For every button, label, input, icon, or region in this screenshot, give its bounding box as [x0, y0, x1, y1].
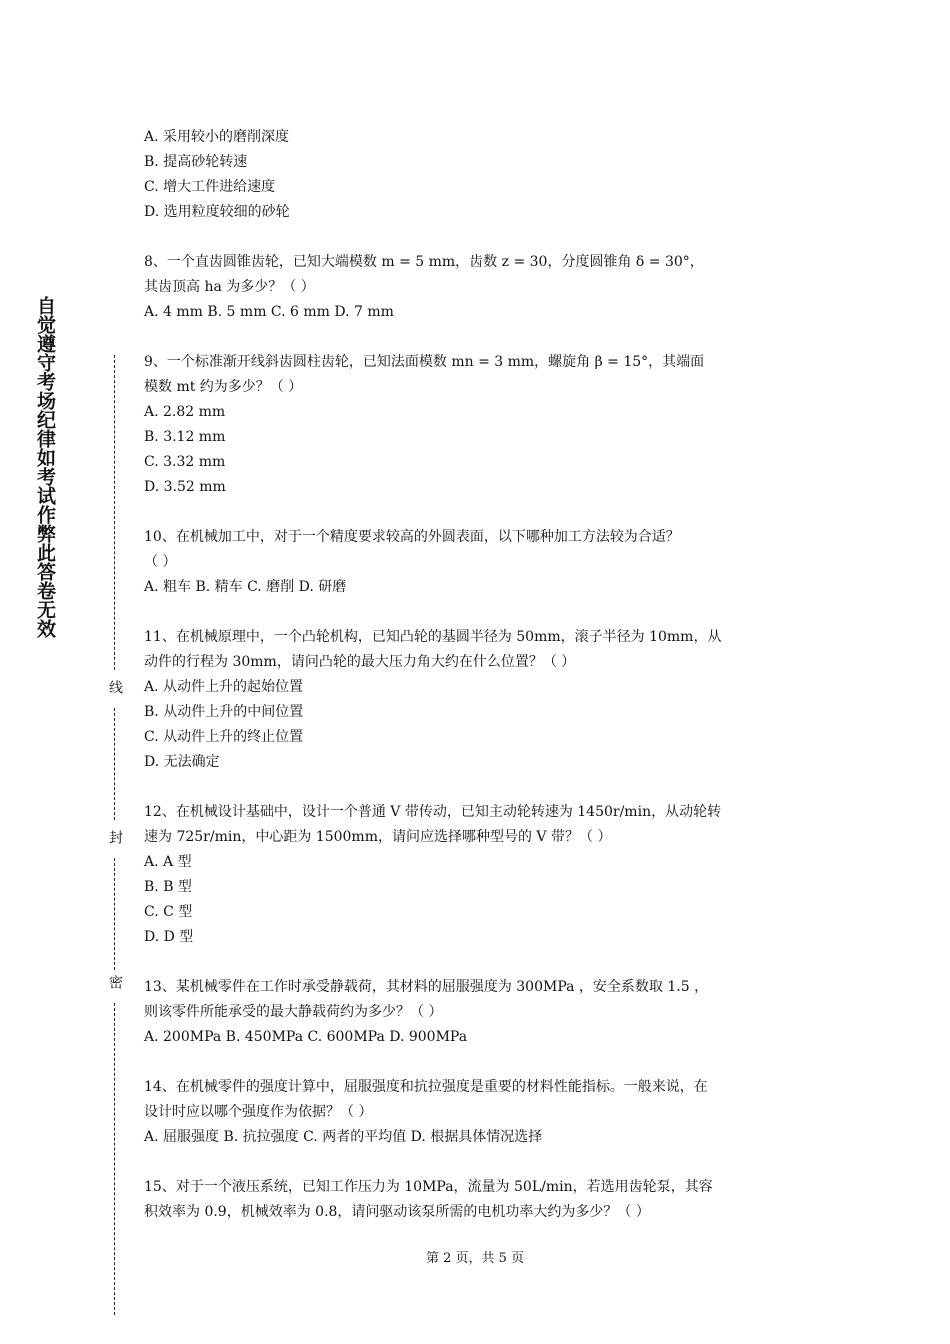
- question-9: [144, 350, 814, 500]
- binding-label-line: 线: [107, 680, 123, 694]
- question-12: [144, 800, 814, 950]
- option: D. 3.52 mm: [144, 479, 226, 495]
- option: B. B 型: [144, 879, 192, 895]
- binding-label-seal: 封: [107, 830, 123, 844]
- question-text: 15、对于一个液压系统，已知工作压力为 10MPa，流量为 50L/min，若选用齿轮泵，其容: [144, 1179, 713, 1195]
- question-14: [144, 1075, 814, 1150]
- option: D. 无法确定: [144, 754, 220, 770]
- question-text: 8、一个直齿圆锥齿轮，已知大端模数 m = 5 mm，齿数 z = 30，分度圆锥角 δ = 30°，: [144, 254, 704, 270]
- option: A. 从动件上升的起始位置: [144, 679, 304, 695]
- question-7-options: [144, 125, 814, 225]
- option: A. A 型: [144, 854, 192, 870]
- option: A. 4 mm B. 5 mm C. 6 mm D. 7 mm: [144, 304, 394, 320]
- exam-content: [144, 125, 814, 1225]
- option: B. 3.12 mm: [144, 429, 226, 445]
- question-text: 14、在机械零件的强度计算中，屈服强度和抗拉强度是重要的材料性能指标。一般来说，在: [144, 1079, 708, 1095]
- option: C. 从动件上升的终止位置: [144, 729, 304, 745]
- option: C. 3.32 mm: [144, 454, 226, 470]
- page-number: 第 2 页，共 5 页: [425, 1251, 525, 1266]
- option: A. 200MPa B. 450MPa C. 600MPa D. 900MPa: [144, 1029, 468, 1045]
- option: B. 提高砂轮转速: [144, 154, 248, 170]
- question-text: 动件的行程为 30mm，请问凸轮的最大压力角大约在什么位置？（ ）: [144, 654, 576, 670]
- binding-line-dashes: [114, 708, 115, 820]
- option: A. 2.82 mm: [144, 404, 226, 420]
- option: A. 粗车 B. 精车 C. 磨削 D. 研磨: [144, 579, 347, 595]
- question-text: 其齿顶高 ha 为多少？（ ）: [144, 279, 315, 295]
- question-text: 12、在机械设计基础中，设计一个普通 V 带传动，已知主动轮转速为 1450r/min，从动轮转: [144, 804, 722, 820]
- question-text: 13、某机械零件在工作时承受静载荷，其材料的屈服强度为 300MPa ，安全系数取 1.5 ，: [144, 979, 709, 995]
- question-text: 10、在机械加工中，对于一个精度要求较高的外圆表面，以下哪种加工方法较为合适？: [144, 529, 680, 545]
- question-text: 模数 mt 约为多少？（ ）: [144, 379, 303, 395]
- question-text: 则该零件所能承受的最大静载荷约为多少？（ ）: [144, 1004, 443, 1020]
- question-15: [144, 1175, 814, 1225]
- binding-label-secret: 密: [107, 975, 123, 989]
- question-10: [144, 525, 814, 600]
- exam-discipline-notice: 自觉遵守考场纪律如考试作弊此答卷无效: [34, 296, 56, 638]
- option: A. 屈服强度 B. 抗拉强度 C. 两者的平均值 D. 根据具体情况选择: [144, 1129, 543, 1145]
- binding-line-dashes: [114, 355, 115, 670]
- question-text: 积效率为 0.9，机械效率为 0.8，请问驱动该泵所需的电机功率大约为多少？（ ）: [144, 1204, 650, 1220]
- option: A. 采用较小的磨削深度: [144, 129, 290, 145]
- question-text: （ ）: [144, 554, 177, 570]
- option: C. 增大工件进给速度: [144, 179, 276, 195]
- question-13: [144, 975, 814, 1050]
- question-text: 设计时应以哪个强度作为依据？（ ）: [144, 1104, 373, 1120]
- question-11: [144, 625, 814, 775]
- option: B. 从动件上升的中间位置: [144, 704, 304, 720]
- binding-line-dashes: [114, 858, 115, 970]
- question-text: 速为 725r/min，中心距为 1500mm，请问应选择哪种型号的 V 带？（ ）: [144, 829, 612, 845]
- question-text: 9、一个标准渐开线斜齿圆柱齿轮，已知法面模数 mn = 3 mm，螺旋角 β = 15°，其端面: [144, 354, 705, 370]
- option: D. 选用粒度较细的砂轮: [144, 204, 290, 220]
- question-text: 11、在机械原理中，一个凸轮机构，已知凸轮的基圆半径为 50mm，滚子半径为 10mm，从: [144, 629, 722, 645]
- option: D. D 型: [144, 929, 194, 945]
- question-8: [144, 250, 814, 325]
- binding-line-dashes: [114, 1003, 115, 1315]
- option: C. C 型: [144, 904, 193, 920]
